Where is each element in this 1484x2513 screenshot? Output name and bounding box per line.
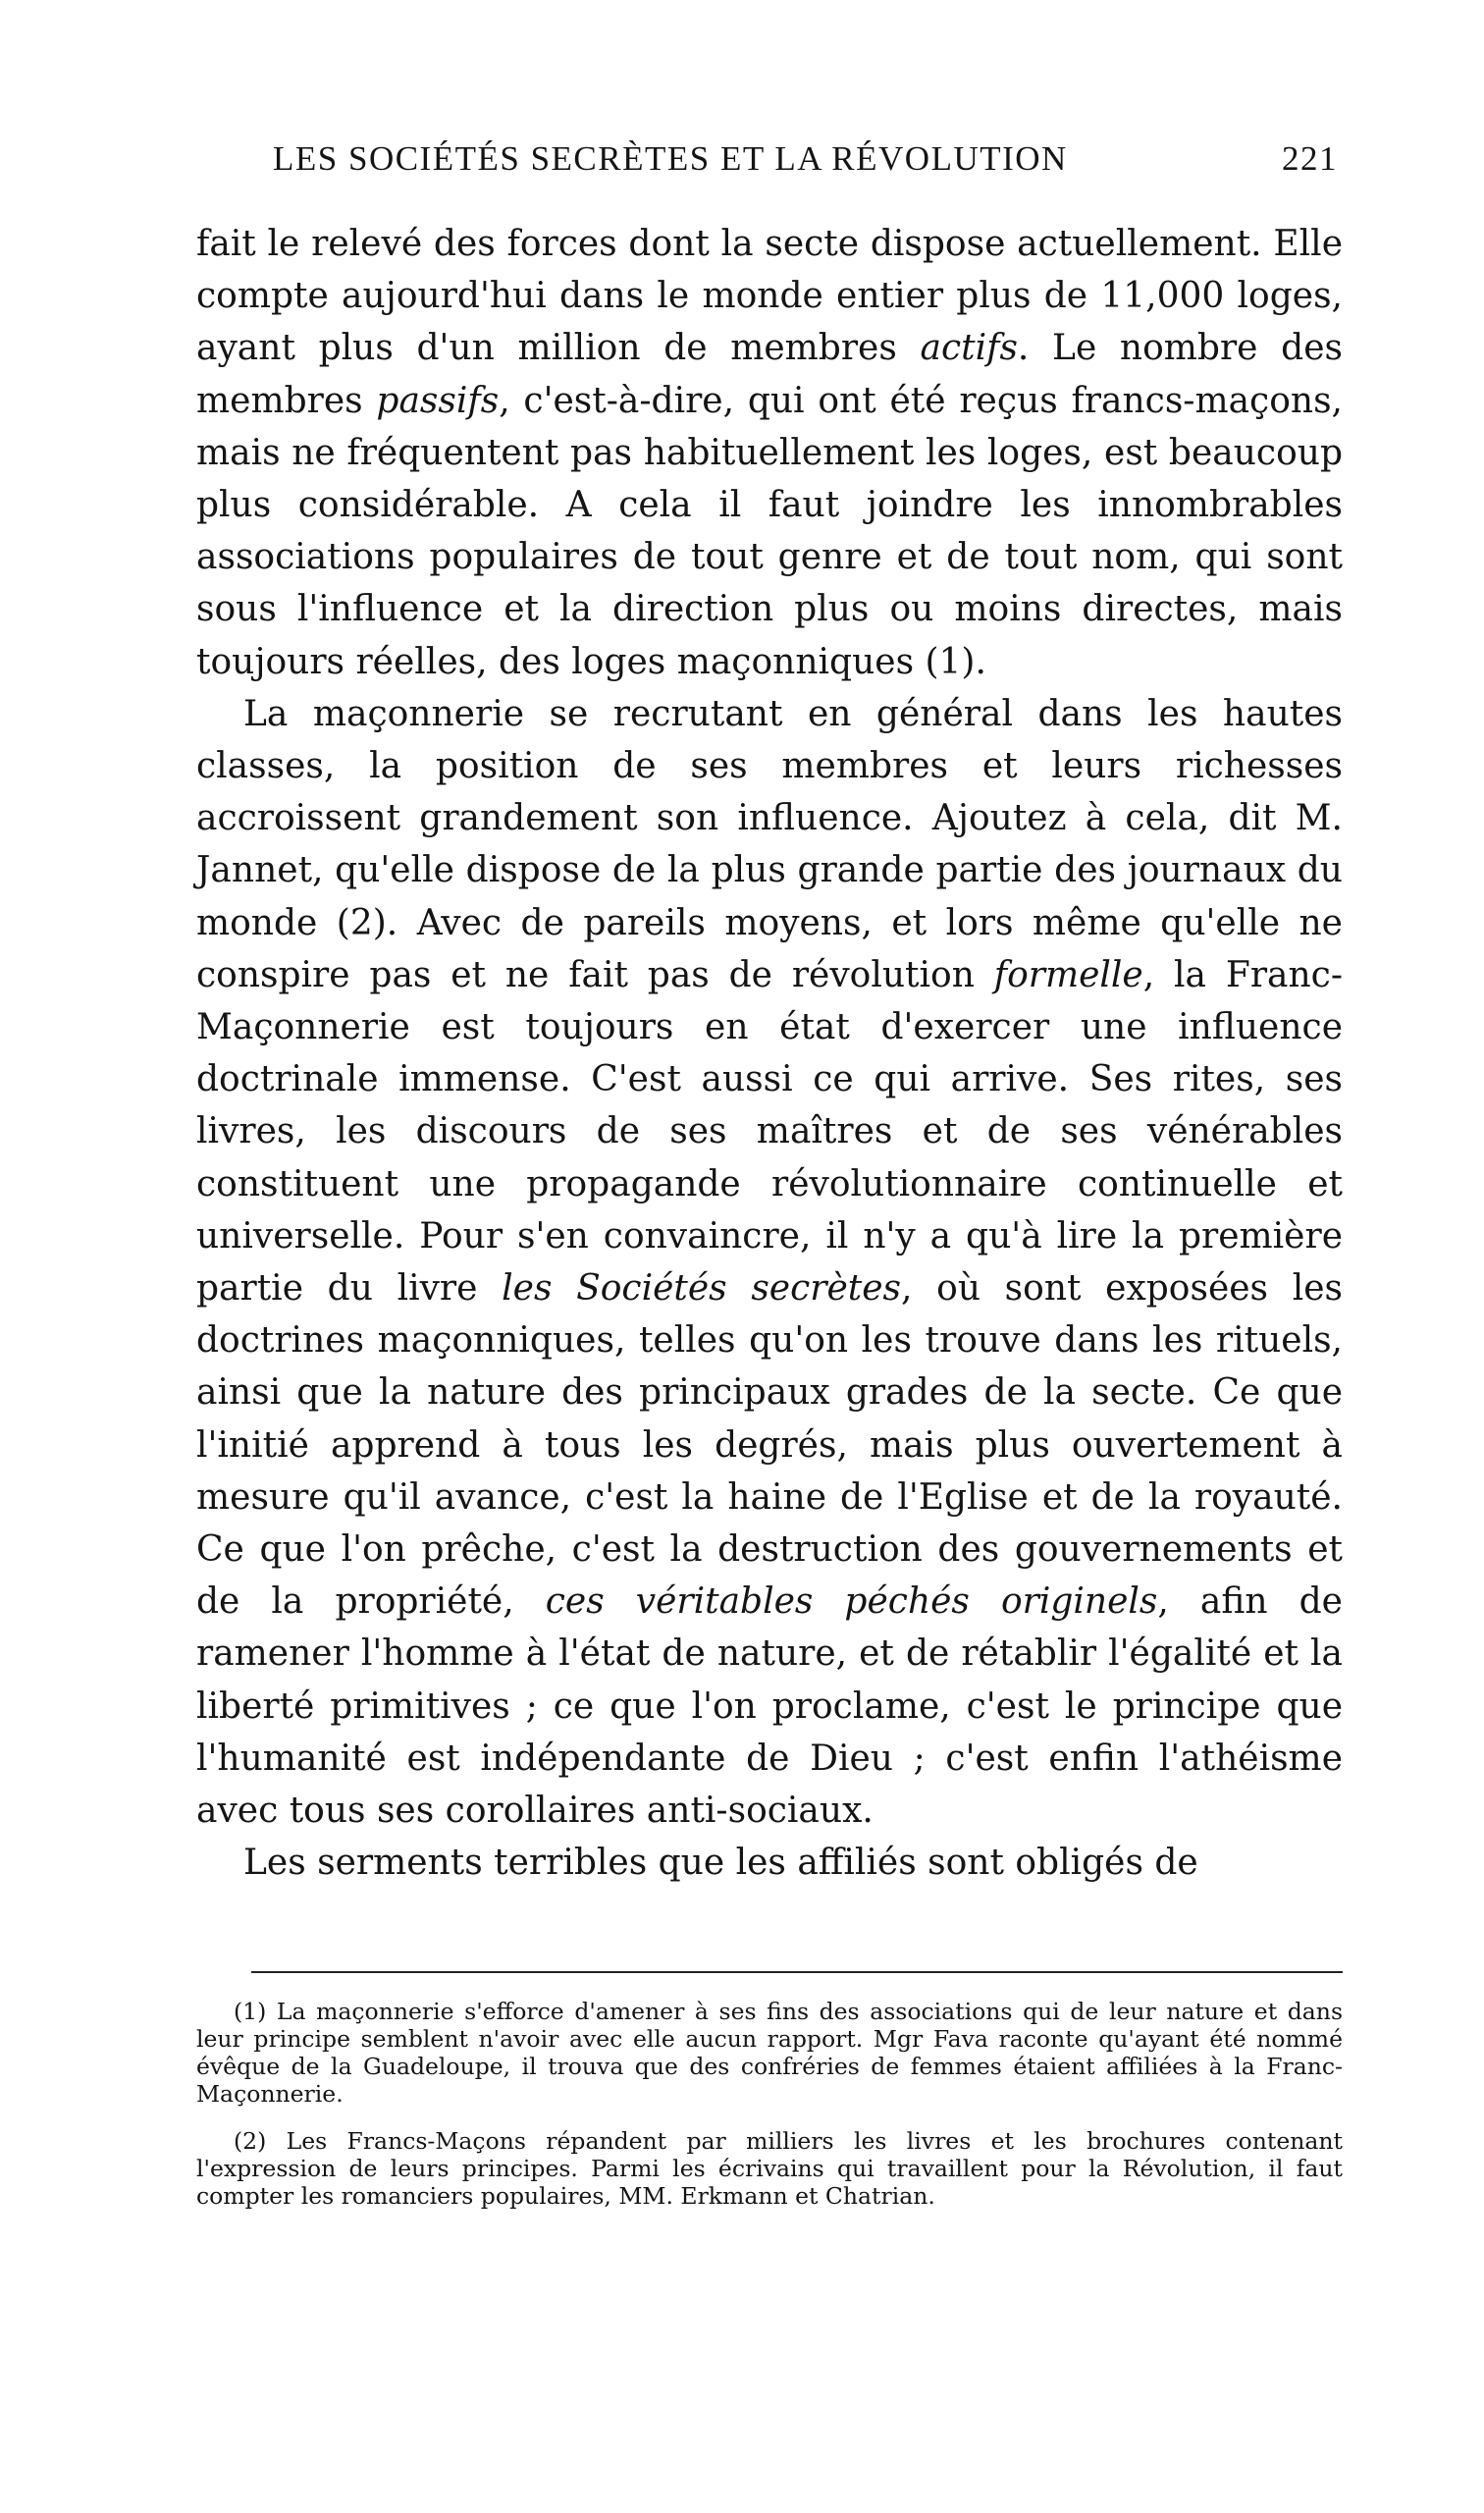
running-header — [273, 139, 1338, 188]
footnote-2: (2) Les Francs-Maçons répandent par milliers les livres et les brochures contenant l'expression de leurs principes. Parmi les écrivains qui travaillent pour la Révolution, il faut compter les romanciers populaires, MM. Erkmann et Chatrian. — [196, 2127, 1343, 2210]
p2-text-e: , où sont exposées les doctrines maçonniques, telles qu'on les trouve dans les rituels, ainsi que la nature des principaux grades de la secte. Ce que l'initié apprend à tous les degrés, mais plus ouvertement à mesure qu'il avance, c'est la haine de l'Eglise et de la royauté. Ce que l'on prêche, c'est la destruction des gouvernements et de la propriété, — [196, 1268, 1343, 1623]
running-title: LES SOCIÉTÉS SECRÈTES ET LA RÉVOLUTION — [273, 139, 1068, 178]
paragraph-1 — [196, 218, 1343, 688]
p2-text-a: La maçonnerie se recrutant en général dans les hautes classes, la position de ses membres et leurs richesses accroissent grandement son influence. Ajoutez à cela, dit M. Jannet, qu'elle dispose de la plus grande partie des journaux du monde (2). Avec de pareils moyens, et lors même qu'elle ne conspire pas et ne fait pas de révolution — [196, 693, 1343, 995]
p1-text-c: . Le nombre des membres — [196, 328, 1343, 421]
p1-italic-passifs: passifs — [376, 380, 500, 421]
footnote-1: (1) La maçonnerie s'efforce d'amener à ses fins des associations qui de leur nature et dans leur principe semblent n'avoir avec elle aucun rapport. Mgr Fava raconte qu'ayant été nommé évêque de la Guadeloupe, il trouva que des confréries de femmes étaient affiliées à la Franc-Maçonnerie. — [196, 1998, 1343, 2108]
paragraph-2 — [196, 688, 1343, 1837]
main-text — [196, 218, 1343, 1890]
p1-text-a: fait le relevé des forces dont la secte dispose actuellement. Elle compte aujourd'hui dans le monde entier plus de 11,000 loges, ayant plus d'un million de membres — [196, 224, 1343, 369]
footnotes — [196, 1998, 1343, 2229]
p2-italic-formelle: formelle — [993, 954, 1143, 995]
p1-italic-actifs: actifs — [920, 328, 1018, 369]
p2-italic-peches: ces véritables péchés originels — [545, 1581, 1158, 1623]
page-number: 221 — [1282, 139, 1338, 178]
p2-text-c: , la Franc-Maçonnerie est toujours en état d'exercer une influence doctrinale immense. C'est aussi ce qui arrive. Ses rites, ses livres, les discours de ses maîtres et de ses vénérables constituent une propagande révolutionnaire continuelle et universelle. Pour s'en convaincre, il n'y a qu'à lire la première partie du livre — [196, 954, 1344, 1310]
p2-italic-book-title: les Sociétés secrètes — [502, 1268, 902, 1310]
paragraph-3: Les serments terribles que les affiliés sont obligés de — [243, 1843, 1198, 1884]
p1-text-e: , c'est-à-dire, qui ont été reçus francs-maçons, mais ne fréquentent pas habituellement les loges, est beaucoup plus considérable. A cela il faut joindre les innombrables associations populaires de tout genre et de tout nom, qui sont sous l'influence et la direction plus ou moins directes, mais toujours réelles, des loges maçonniques (1). — [196, 380, 1343, 682]
p2-text-g: , afin de ramener l'homme à l'état de nature, et de rétablir l'égalité et la liberté primitives ; ce que l'on proclame, c'est le principe que l'humanité est indépendante de Dieu ; c'est enfin l'athéisme avec tous ses corollaires anti-sociaux. — [196, 1581, 1343, 1832]
footnote-divider — [251, 1971, 1343, 1973]
